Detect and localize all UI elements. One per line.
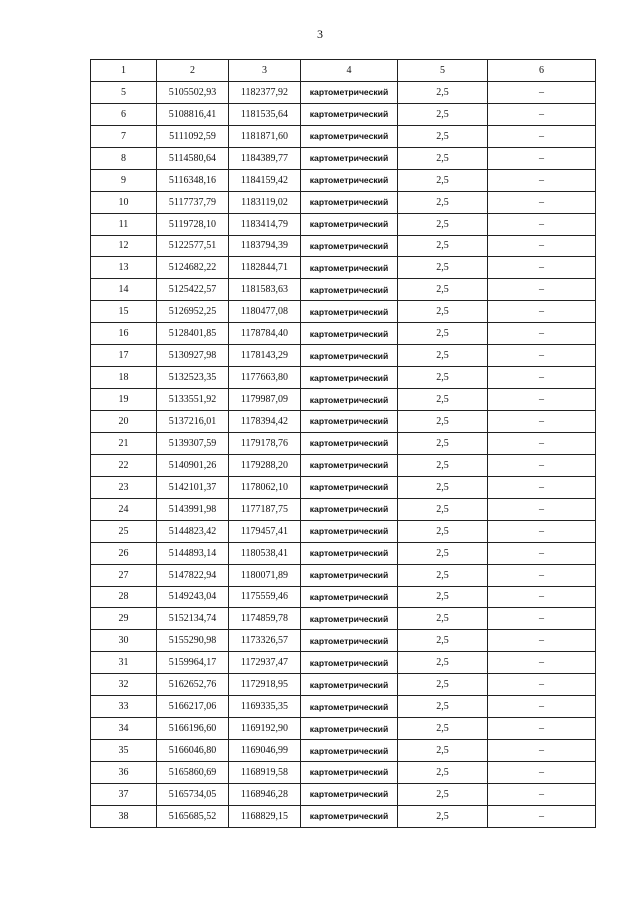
point-number-cell: 9 xyxy=(91,169,157,191)
note-cell: – xyxy=(488,652,596,674)
method-cell: картометрический xyxy=(301,191,398,213)
note-cell: – xyxy=(488,191,596,213)
method-cell: картометрический xyxy=(301,454,398,476)
note-cell: – xyxy=(488,762,596,784)
x-coordinate-cell: 5162652,76 xyxy=(157,674,229,696)
y-coordinate-cell: 1169335,35 xyxy=(229,696,301,718)
x-coordinate-cell: 5144823,42 xyxy=(157,520,229,542)
y-coordinate-cell: 1181871,60 xyxy=(229,125,301,147)
accuracy-cell: 2,5 xyxy=(398,432,488,454)
table-row xyxy=(91,235,596,257)
note-cell: – xyxy=(488,520,596,542)
note-cell: – xyxy=(488,345,596,367)
method-cell: картометрический xyxy=(301,498,398,520)
y-coordinate-cell: 1178784,40 xyxy=(229,323,301,345)
table-row xyxy=(91,674,596,696)
x-coordinate-cell: 5165734,05 xyxy=(157,783,229,805)
column-header: 2 xyxy=(157,60,229,82)
x-coordinate-cell: 5159964,17 xyxy=(157,652,229,674)
accuracy-cell: 2,5 xyxy=(398,805,488,827)
point-number-cell: 32 xyxy=(91,674,157,696)
method-cell: картометрический xyxy=(301,674,398,696)
note-cell: – xyxy=(488,389,596,411)
point-number-cell: 27 xyxy=(91,564,157,586)
note-cell: – xyxy=(488,279,596,301)
accuracy-cell: 2,5 xyxy=(398,257,488,279)
y-coordinate-cell: 1178394,42 xyxy=(229,411,301,433)
table-row xyxy=(91,191,596,213)
note-cell: – xyxy=(488,805,596,827)
note-cell: – xyxy=(488,740,596,762)
accuracy-cell: 2,5 xyxy=(398,191,488,213)
point-number-cell: 15 xyxy=(91,301,157,323)
x-coordinate-cell: 5132523,35 xyxy=(157,367,229,389)
y-coordinate-cell: 1172918,95 xyxy=(229,674,301,696)
y-coordinate-cell: 1179178,76 xyxy=(229,432,301,454)
accuracy-cell: 2,5 xyxy=(398,235,488,257)
point-number-cell: 19 xyxy=(91,389,157,411)
x-coordinate-cell: 5144893,14 xyxy=(157,542,229,564)
method-cell: картометрический xyxy=(301,323,398,345)
table-row xyxy=(91,564,596,586)
note-cell: – xyxy=(488,235,596,257)
x-coordinate-cell: 5155290,98 xyxy=(157,630,229,652)
note-cell: – xyxy=(488,147,596,169)
x-coordinate-cell: 5111092,59 xyxy=(157,125,229,147)
y-coordinate-cell: 1175559,46 xyxy=(229,586,301,608)
x-coordinate-cell: 5165685,52 xyxy=(157,805,229,827)
method-cell: картометрический xyxy=(301,783,398,805)
accuracy-cell: 2,5 xyxy=(398,213,488,235)
column-header: 3 xyxy=(229,60,301,82)
method-cell: картометрический xyxy=(301,520,398,542)
x-coordinate-cell: 5149243,04 xyxy=(157,586,229,608)
method-cell: картометрический xyxy=(301,432,398,454)
point-number-cell: 25 xyxy=(91,520,157,542)
table-row xyxy=(91,213,596,235)
accuracy-cell: 2,5 xyxy=(398,630,488,652)
table-row xyxy=(91,257,596,279)
page-number: 3 xyxy=(317,27,323,41)
point-number-cell: 10 xyxy=(91,191,157,213)
y-coordinate-cell: 1179987,09 xyxy=(229,389,301,411)
table-row xyxy=(91,389,596,411)
x-coordinate-cell: 5143991,98 xyxy=(157,498,229,520)
accuracy-cell: 2,5 xyxy=(398,762,488,784)
method-cell: картометрический xyxy=(301,608,398,630)
point-number-cell: 35 xyxy=(91,740,157,762)
method-cell: картометрический xyxy=(301,103,398,125)
x-coordinate-cell: 5139307,59 xyxy=(157,432,229,454)
point-number-cell: 18 xyxy=(91,367,157,389)
y-coordinate-cell: 1180071,89 xyxy=(229,564,301,586)
y-coordinate-cell: 1183119,02 xyxy=(229,191,301,213)
accuracy-cell: 2,5 xyxy=(398,411,488,433)
accuracy-cell: 2,5 xyxy=(398,652,488,674)
point-number-cell: 33 xyxy=(91,696,157,718)
y-coordinate-cell: 1182377,92 xyxy=(229,81,301,103)
note-cell: – xyxy=(488,367,596,389)
accuracy-cell: 2,5 xyxy=(398,740,488,762)
accuracy-cell: 2,5 xyxy=(398,147,488,169)
accuracy-cell: 2,5 xyxy=(398,476,488,498)
y-coordinate-cell: 1168829,15 xyxy=(229,805,301,827)
note-cell: – xyxy=(488,542,596,564)
x-coordinate-cell: 5152134,74 xyxy=(157,608,229,630)
method-cell: картометрический xyxy=(301,762,398,784)
note-cell: – xyxy=(488,81,596,103)
accuracy-cell: 2,5 xyxy=(398,718,488,740)
point-number-cell: 11 xyxy=(91,213,157,235)
point-number-cell: 28 xyxy=(91,586,157,608)
table-row xyxy=(91,301,596,323)
table-row xyxy=(91,125,596,147)
method-cell: картометрический xyxy=(301,476,398,498)
y-coordinate-cell: 1183414,79 xyxy=(229,213,301,235)
y-coordinate-cell: 1177187,75 xyxy=(229,498,301,520)
y-coordinate-cell: 1180538,41 xyxy=(229,542,301,564)
accuracy-cell: 2,5 xyxy=(398,454,488,476)
note-cell: – xyxy=(488,718,596,740)
column-header: 6 xyxy=(488,60,596,82)
point-number-cell: 34 xyxy=(91,718,157,740)
note-cell: – xyxy=(488,323,596,345)
table-row xyxy=(91,147,596,169)
point-number-cell: 29 xyxy=(91,608,157,630)
point-number-cell: 13 xyxy=(91,257,157,279)
table-row xyxy=(91,323,596,345)
table-header-row xyxy=(91,60,596,82)
accuracy-cell: 2,5 xyxy=(398,389,488,411)
y-coordinate-cell: 1168919,58 xyxy=(229,762,301,784)
accuracy-cell: 2,5 xyxy=(398,520,488,542)
y-coordinate-cell: 1178062,10 xyxy=(229,476,301,498)
method-cell: картометрический xyxy=(301,367,398,389)
note-cell: – xyxy=(488,586,596,608)
x-coordinate-cell: 5117737,79 xyxy=(157,191,229,213)
coordinates-table xyxy=(90,59,596,828)
point-number-cell: 20 xyxy=(91,411,157,433)
note-cell: – xyxy=(488,432,596,454)
x-coordinate-cell: 5140901,26 xyxy=(157,454,229,476)
x-coordinate-cell: 5166046,80 xyxy=(157,740,229,762)
table-row xyxy=(91,345,596,367)
note-cell: – xyxy=(488,608,596,630)
x-coordinate-cell: 5122577,51 xyxy=(157,235,229,257)
note-cell: – xyxy=(488,696,596,718)
table-body xyxy=(91,81,596,827)
table-row xyxy=(91,520,596,542)
table-row xyxy=(91,630,596,652)
method-cell: картометрический xyxy=(301,301,398,323)
note-cell: – xyxy=(488,454,596,476)
method-cell: картометрический xyxy=(301,740,398,762)
note-cell: – xyxy=(488,476,596,498)
point-number-cell: 14 xyxy=(91,279,157,301)
method-cell: картометрический xyxy=(301,542,398,564)
table-row xyxy=(91,783,596,805)
y-coordinate-cell: 1181583,63 xyxy=(229,279,301,301)
accuracy-cell: 2,5 xyxy=(398,301,488,323)
accuracy-cell: 2,5 xyxy=(398,783,488,805)
point-number-cell: 26 xyxy=(91,542,157,564)
table-row xyxy=(91,81,596,103)
method-cell: картометрический xyxy=(301,718,398,740)
method-cell: картометрический xyxy=(301,279,398,301)
x-coordinate-cell: 5126952,25 xyxy=(157,301,229,323)
x-coordinate-cell: 5114580,64 xyxy=(157,147,229,169)
note-cell: – xyxy=(488,257,596,279)
point-number-cell: 36 xyxy=(91,762,157,784)
table-row xyxy=(91,740,596,762)
table-row xyxy=(91,279,596,301)
y-coordinate-cell: 1169046,99 xyxy=(229,740,301,762)
y-coordinate-cell: 1179457,41 xyxy=(229,520,301,542)
y-coordinate-cell: 1181535,64 xyxy=(229,103,301,125)
table-row xyxy=(91,411,596,433)
method-cell: картометрический xyxy=(301,411,398,433)
y-coordinate-cell: 1168946,28 xyxy=(229,783,301,805)
x-coordinate-cell: 5166217,06 xyxy=(157,696,229,718)
x-coordinate-cell: 5125422,57 xyxy=(157,279,229,301)
column-header: 1 xyxy=(91,60,157,82)
table-row xyxy=(91,169,596,191)
accuracy-cell: 2,5 xyxy=(398,345,488,367)
y-coordinate-cell: 1169192,90 xyxy=(229,718,301,740)
table-row xyxy=(91,652,596,674)
accuracy-cell: 2,5 xyxy=(398,103,488,125)
point-number-cell: 38 xyxy=(91,805,157,827)
accuracy-cell: 2,5 xyxy=(398,608,488,630)
accuracy-cell: 2,5 xyxy=(398,279,488,301)
point-number-cell: 22 xyxy=(91,454,157,476)
y-coordinate-cell: 1173326,57 xyxy=(229,630,301,652)
point-number-cell: 17 xyxy=(91,345,157,367)
y-coordinate-cell: 1172937,47 xyxy=(229,652,301,674)
x-coordinate-cell: 5165860,69 xyxy=(157,762,229,784)
y-coordinate-cell: 1184389,77 xyxy=(229,147,301,169)
point-number-cell: 7 xyxy=(91,125,157,147)
y-coordinate-cell: 1182844,71 xyxy=(229,257,301,279)
x-coordinate-cell: 5142101,37 xyxy=(157,476,229,498)
method-cell: картометрический xyxy=(301,345,398,367)
point-number-cell: 5 xyxy=(91,81,157,103)
method-cell: картометрический xyxy=(301,125,398,147)
point-number-cell: 21 xyxy=(91,432,157,454)
method-cell: картометрический xyxy=(301,696,398,718)
note-cell: – xyxy=(488,301,596,323)
y-coordinate-cell: 1179288,20 xyxy=(229,454,301,476)
note-cell: – xyxy=(488,169,596,191)
table-row xyxy=(91,454,596,476)
method-cell: картометрический xyxy=(301,147,398,169)
point-number-cell: 16 xyxy=(91,323,157,345)
method-cell: картометрический xyxy=(301,169,398,191)
x-coordinate-cell: 5116348,16 xyxy=(157,169,229,191)
y-coordinate-cell: 1178143,29 xyxy=(229,345,301,367)
x-coordinate-cell: 5130927,98 xyxy=(157,345,229,367)
point-number-cell: 8 xyxy=(91,147,157,169)
x-coordinate-cell: 5133551,92 xyxy=(157,389,229,411)
method-cell: картометрический xyxy=(301,235,398,257)
x-coordinate-cell: 5119728,10 xyxy=(157,213,229,235)
column-header: 5 xyxy=(398,60,488,82)
y-coordinate-cell: 1177663,80 xyxy=(229,367,301,389)
note-cell: – xyxy=(488,498,596,520)
x-coordinate-cell: 5147822,94 xyxy=(157,564,229,586)
table-row xyxy=(91,476,596,498)
table-row xyxy=(91,367,596,389)
x-coordinate-cell: 5108816,41 xyxy=(157,103,229,125)
accuracy-cell: 2,5 xyxy=(398,323,488,345)
y-coordinate-cell: 1180477,08 xyxy=(229,301,301,323)
note-cell: – xyxy=(488,630,596,652)
point-number-cell: 37 xyxy=(91,783,157,805)
accuracy-cell: 2,5 xyxy=(398,498,488,520)
table-row xyxy=(91,586,596,608)
note-cell: – xyxy=(488,125,596,147)
column-header: 4 xyxy=(301,60,398,82)
table-row xyxy=(91,696,596,718)
note-cell: – xyxy=(488,783,596,805)
accuracy-cell: 2,5 xyxy=(398,367,488,389)
method-cell: картометрический xyxy=(301,630,398,652)
method-cell: картометрический xyxy=(301,586,398,608)
x-coordinate-cell: 5124682,22 xyxy=(157,257,229,279)
point-number-cell: 31 xyxy=(91,652,157,674)
method-cell: картометрический xyxy=(301,81,398,103)
point-number-cell: 6 xyxy=(91,103,157,125)
note-cell: – xyxy=(488,213,596,235)
table-row xyxy=(91,498,596,520)
accuracy-cell: 2,5 xyxy=(398,674,488,696)
method-cell: картометрический xyxy=(301,652,398,674)
point-number-cell: 12 xyxy=(91,235,157,257)
method-cell: картометрический xyxy=(301,257,398,279)
table-row xyxy=(91,103,596,125)
accuracy-cell: 2,5 xyxy=(398,125,488,147)
accuracy-cell: 2,5 xyxy=(398,564,488,586)
point-number-cell: 30 xyxy=(91,630,157,652)
table-row xyxy=(91,762,596,784)
table-row xyxy=(91,805,596,827)
x-coordinate-cell: 5105502,93 xyxy=(157,81,229,103)
table-row xyxy=(91,718,596,740)
table-row xyxy=(91,542,596,564)
note-cell: – xyxy=(488,564,596,586)
table-row xyxy=(91,608,596,630)
x-coordinate-cell: 5166196,60 xyxy=(157,718,229,740)
accuracy-cell: 2,5 xyxy=(398,586,488,608)
point-number-cell: 23 xyxy=(91,476,157,498)
note-cell: – xyxy=(488,103,596,125)
accuracy-cell: 2,5 xyxy=(398,542,488,564)
note-cell: – xyxy=(488,411,596,433)
accuracy-cell: 2,5 xyxy=(398,169,488,191)
point-number-cell: 24 xyxy=(91,498,157,520)
method-cell: картометрический xyxy=(301,805,398,827)
accuracy-cell: 2,5 xyxy=(398,81,488,103)
x-coordinate-cell: 5128401,85 xyxy=(157,323,229,345)
method-cell: картометрический xyxy=(301,389,398,411)
method-cell: картометрический xyxy=(301,213,398,235)
y-coordinate-cell: 1184159,42 xyxy=(229,169,301,191)
accuracy-cell: 2,5 xyxy=(398,696,488,718)
y-coordinate-cell: 1183794,39 xyxy=(229,235,301,257)
note-cell: – xyxy=(488,674,596,696)
table-row xyxy=(91,432,596,454)
method-cell: картометрический xyxy=(301,564,398,586)
y-coordinate-cell: 1174859,78 xyxy=(229,608,301,630)
x-coordinate-cell: 5137216,01 xyxy=(157,411,229,433)
